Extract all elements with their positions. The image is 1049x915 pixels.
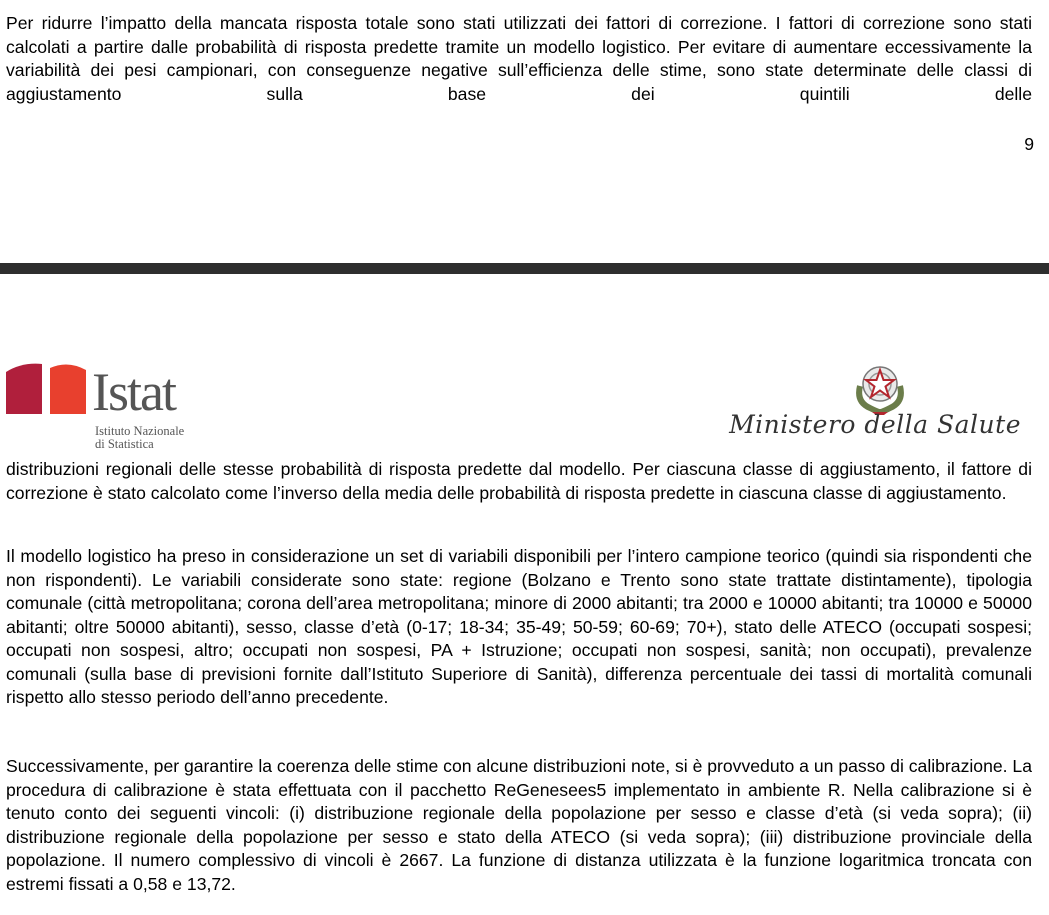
paragraph-logistic-model: Il modello logistico ha preso in considerazione un set di variabili disponibili per l’intero campione teorico (quindi sia rispondenti che non rispondenti). Le variabili considerate sono state: regione (Bolzano e Trento sono state trattate distintamente), tipologia comunale (città metropolitana; corona dell’area metropolitana; minore di 2000 abitanti; tra 2000 e 10000 abitanti; tra 10000 e 50000 abitanti; oltre 50000 abitanti), sesso, classe d’età (0-17; 18-34; 35-49; 50-59; 60-69; 70+), stato delle ATECO (occupati sospesi; occupati non sospesi, altro; occupati non sospesi, PA + Istruzione; occupati non sospesi, sanità; non occupati), prevalenze comunali (sulla base di previsioni fornite dall’Istituto Superiore di Sanità), differenza percentuale dei tassi di mortalità comunali rispetto allo stesso periodo dell’anno precedente.	[6, 546, 1032, 707]
italian-republic-emblem-icon	[848, 356, 912, 416]
istat-wordmark: Istat	[92, 362, 175, 422]
paragraph-adjustment-classes: distribuzioni regionali delle stesse probabilità di risposta predette dal modello. Per ciascuna classe di aggiustamento, il fattore di correzione è stato calcolato come l’inverso della media delle probabilità di risposta predette in ciascuna classe di aggiustamento.	[6, 459, 1032, 503]
page-separator	[0, 263, 1049, 274]
ministry-wordmark: Ministero della Salute	[729, 410, 1021, 439]
page-number: 9	[1024, 134, 1034, 154]
top-paragraph: Per ridurre l’impatto della mancata risposta totale sono stati utilizzati dei fattori di correzione. I fattori di correzione sono stati calcolati a partire dalle probabilità di risposta predette tramite un modello logistico. Per evitare di aumentare eccessivamente la variabilità dei pesi campionari, con conseguenze negative sull’efficienza delle stime, sono state determinate delle classi di aggiustamento sulla base dei quintili delle	[6, 13, 1032, 104]
paragraph-calibration: Successivamente, per garantire la coerenza delle stime con alcune distribuzioni note, si è provveduto a un passo di calibrazione. La procedura di calibrazione è stata effettuata con il pacchetto ReGenesees5 implementato in ambiente R. Nella calibrazione si è tenuto conto dei seguenti vincoli: (i) distribuzione regionale della popolazione per sesso e classe d’età (si veda sopra); (ii) distribuzione regionale della popolazione per sesso e stato della ATECO (si veda sopra); (iii) distribuzione provinciale della popolazione. Il numero complessivo di vincoli è 2667. La funzione di distanza utilizzata è la funzione logaritmica troncata con estremi fissati a 0,58 e 13,72.	[6, 756, 1032, 894]
istat-subtitle-line2: di Statistica	[95, 437, 154, 451]
istat-subtitle-line1: Istituto Nazionale	[95, 424, 185, 438]
